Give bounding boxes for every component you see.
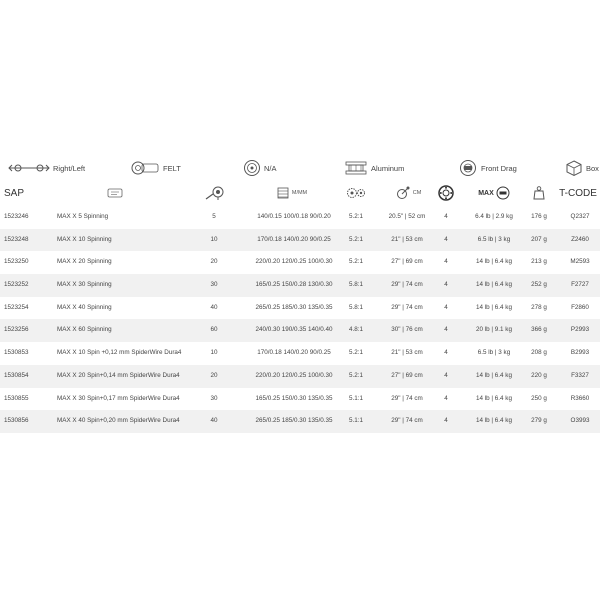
cell-size: 60 bbox=[210, 326, 218, 334]
gears-icon bbox=[346, 186, 366, 200]
cell-max-drag: 14 lb | 6.4 kg bbox=[476, 394, 512, 402]
cell-retrieve: 21" | 53 cm bbox=[391, 235, 423, 243]
cell-weight: 176 g bbox=[531, 213, 547, 220]
cell-gear-ratio: 5.2:1 bbox=[348, 213, 363, 220]
cell-gear-ratio: 5.2:1 bbox=[348, 258, 363, 266]
cell-line-capacity: 240/0.30 190/0.35 140/0.40 bbox=[255, 326, 333, 334]
cell-size: 40 bbox=[210, 417, 218, 425]
cell-bearings: 4 bbox=[444, 235, 448, 243]
legend-box-label: Box bbox=[586, 163, 599, 173]
cell-weight: 279 g bbox=[531, 417, 547, 425]
table-row bbox=[0, 206, 600, 229]
cell-weight: 220 g bbox=[531, 371, 547, 379]
cell-weight: 278 g bbox=[531, 303, 547, 311]
legend-na bbox=[243, 156, 277, 180]
cell-size: 10 bbox=[210, 235, 218, 243]
cell-max-drag: 6.5 lb | 3 kg bbox=[477, 235, 511, 243]
legend-box bbox=[565, 156, 599, 180]
cell-size: 30 bbox=[210, 281, 218, 289]
line-clip-icon bbox=[243, 159, 261, 177]
table-row bbox=[0, 251, 600, 274]
cell-max-drag: 14 lb | 6.4 kg bbox=[476, 258, 512, 266]
header-line-unit: M/MM bbox=[291, 190, 308, 196]
cell-size: 5 bbox=[212, 213, 216, 220]
table-row bbox=[0, 229, 600, 252]
reel-icon bbox=[204, 185, 226, 201]
cell-tcode: F3327 bbox=[571, 371, 589, 379]
drag-dial-icon bbox=[496, 186, 510, 200]
legend-felt-label: FELT bbox=[163, 163, 181, 173]
cell-sap: 1530855 bbox=[4, 394, 29, 402]
cell-line-capacity: 170/0.18 140/0.20 90/0.25 bbox=[257, 235, 331, 243]
table-row bbox=[0, 297, 600, 320]
cell-tcode: Z2460 bbox=[571, 235, 589, 243]
table-row bbox=[0, 365, 600, 388]
header-tcode: T-CODE bbox=[559, 187, 597, 199]
drag-knob-icon bbox=[458, 159, 478, 177]
cell-model: MAX X 30 Spin+0,17 mm SpiderWire Dura4 bbox=[57, 394, 180, 402]
cell-weight: 207 g bbox=[531, 235, 547, 243]
cell-line-capacity: 170/0.18 140/0.20 90/0.25 bbox=[257, 349, 331, 357]
cell-max-drag: 14 lb | 6.4 kg bbox=[476, 281, 512, 289]
cell-line-capacity: 265/0.25 185/0.30 135/0.35 bbox=[255, 303, 333, 311]
box-icon bbox=[565, 159, 583, 177]
header-max-drag bbox=[465, 182, 523, 204]
cell-line-capacity: 165/0.25 150/0.28 130/0.30 bbox=[255, 281, 333, 289]
cell-retrieve: 29" | 74 cm bbox=[391, 417, 423, 425]
cell-retrieve: 29" | 74 cm bbox=[391, 394, 423, 402]
cell-tcode: B2993 bbox=[570, 349, 590, 357]
table-row bbox=[0, 388, 600, 411]
cell-line-capacity: 265/0.25 185/0.30 135/0.35 bbox=[255, 417, 333, 425]
cell-line-capacity: 220/0.20 120/0.25 100/0.30 bbox=[255, 258, 333, 266]
legend-front-drag bbox=[458, 156, 517, 180]
cell-max-drag: 6.4 lb | 2.9 kg bbox=[475, 213, 513, 220]
cell-line-capacity: 140/0.15 100/0.18 90/0.20 bbox=[257, 213, 331, 220]
cell-retrieve: 21" | 53 cm bbox=[391, 349, 423, 357]
feature-legend bbox=[0, 156, 600, 180]
cell-sap: 1523252 bbox=[4, 281, 29, 289]
cell-weight: 252 g bbox=[531, 281, 547, 289]
cell-sap: 1523254 bbox=[4, 303, 29, 311]
table-row bbox=[0, 342, 600, 365]
cell-model: MAX X 30 Spinning bbox=[57, 281, 112, 289]
cell-bearings: 4 bbox=[444, 303, 448, 311]
table-row bbox=[0, 319, 600, 342]
cell-tcode: M2593 bbox=[570, 258, 590, 266]
cell-max-drag: 14 lb | 6.4 kg bbox=[476, 303, 512, 311]
cell-gear-ratio: 5.1:1 bbox=[348, 394, 363, 402]
legend-hand-label: Right/Left bbox=[53, 163, 86, 173]
cell-bearings: 4 bbox=[444, 213, 448, 220]
cell-weight: 213 g bbox=[531, 258, 547, 266]
spool-icon bbox=[344, 160, 368, 176]
cell-retrieve: 29" | 74 cm bbox=[391, 281, 423, 289]
cell-line-capacity: 220/0.20 120/0.25 100/0.30 bbox=[255, 371, 333, 379]
legend-aluminum-label: Aluminum bbox=[371, 163, 405, 173]
cell-weight: 250 g bbox=[531, 394, 547, 402]
cell-retrieve: 29" | 74 cm bbox=[391, 303, 423, 311]
legend-na-label: N/A bbox=[264, 163, 277, 173]
cell-sap: 1523246 bbox=[4, 213, 29, 220]
cell-retrieve: 27" | 69 cm bbox=[391, 371, 423, 379]
cell-size: 20 bbox=[210, 371, 218, 379]
header-bearings bbox=[434, 182, 458, 204]
cell-sap: 1530854 bbox=[4, 371, 29, 379]
cell-gear-ratio: 5.1:1 bbox=[348, 417, 363, 425]
cell-sap: 1523256 bbox=[4, 326, 29, 334]
legend-aluminum bbox=[344, 156, 404, 180]
handle-icon bbox=[8, 162, 50, 174]
cell-bearings: 4 bbox=[444, 417, 448, 425]
legend-felt bbox=[130, 156, 181, 180]
cell-tcode: F2860 bbox=[571, 303, 589, 311]
cell-max-drag: 6.5 lb | 3 kg bbox=[477, 349, 511, 357]
cell-gear-ratio: 4.8:1 bbox=[348, 326, 363, 334]
cell-model: MAX X 40 Spin+0,20 mm SpiderWire Dura4 bbox=[57, 417, 180, 425]
legend-front-drag-label: Front Drag bbox=[481, 163, 517, 173]
cell-bearings: 4 bbox=[444, 349, 448, 357]
model-tag-icon bbox=[107, 188, 123, 198]
cell-model: MAX X 60 Spinning bbox=[57, 326, 112, 334]
header-size bbox=[198, 182, 232, 204]
cell-gear-ratio: 5.8:1 bbox=[348, 281, 363, 289]
cell-model: MAX X 20 Spinning bbox=[57, 258, 112, 266]
cell-size: 10 bbox=[210, 349, 218, 357]
header-gear-ratio bbox=[338, 182, 374, 204]
cell-retrieve: 27" | 69 cm bbox=[391, 258, 423, 266]
header-sap: SAP bbox=[4, 187, 25, 199]
legend-hand bbox=[8, 156, 85, 180]
cell-sap: 1530856 bbox=[4, 417, 29, 425]
cell-max-drag: 14 lb | 6.4 kg bbox=[476, 371, 512, 379]
cell-weight: 208 g bbox=[531, 349, 547, 357]
cell-tcode: R3660 bbox=[570, 394, 590, 402]
cell-bearings: 4 bbox=[444, 394, 448, 402]
header-max-label: MAX bbox=[478, 189, 494, 197]
cell-tcode: O3993 bbox=[570, 417, 590, 425]
cell-line-capacity: 165/0.25 150/0.30 135/0.35 bbox=[255, 394, 333, 402]
cell-bearings: 4 bbox=[444, 281, 448, 289]
cell-model: MAX X 20 Spin+0,14 mm SpiderWire Dura4 bbox=[57, 371, 180, 379]
cell-retrieve: 30" | 76 cm bbox=[391, 326, 423, 334]
cell-gear-ratio: 5.2:1 bbox=[348, 235, 363, 243]
header-model bbox=[100, 182, 130, 204]
cell-gear-ratio: 5.2:1 bbox=[348, 349, 363, 357]
cell-sap: 1523248 bbox=[4, 235, 29, 243]
cell-size: 20 bbox=[210, 258, 218, 266]
cell-max-drag: 20 lb | 9.1 kg bbox=[476, 326, 512, 334]
header-retrieve bbox=[380, 182, 434, 204]
cell-sap: 1530853 bbox=[4, 349, 29, 357]
cell-sap: 1523250 bbox=[4, 258, 29, 266]
product-table bbox=[0, 206, 600, 433]
cell-model: MAX X 10 Spinning bbox=[57, 235, 112, 243]
cell-tcode: F2727 bbox=[571, 281, 589, 289]
cell-weight: 366 g bbox=[531, 326, 547, 334]
cell-size: 30 bbox=[210, 394, 218, 402]
cell-max-drag: 14 lb | 6.4 kg bbox=[476, 417, 512, 425]
header-weight bbox=[524, 182, 554, 204]
cell-model: MAX X 10 Spin +0,12 mm SpiderWire Dura4 bbox=[57, 349, 182, 357]
line-spool-icon bbox=[277, 187, 289, 199]
cell-bearings: 4 bbox=[444, 258, 448, 266]
weight-icon bbox=[533, 186, 545, 200]
header-retrieve-unit: CM bbox=[412, 190, 422, 196]
cell-retrieve: 20.5" | 52 cm bbox=[388, 213, 426, 220]
table-row bbox=[0, 410, 600, 433]
cell-bearings: 4 bbox=[444, 326, 448, 334]
felt-washer-icon bbox=[130, 160, 160, 176]
bearing-icon bbox=[438, 185, 454, 201]
cell-gear-ratio: 5.8:1 bbox=[348, 303, 363, 311]
cell-gear-ratio: 5.2:1 bbox=[348, 371, 363, 379]
retrieve-handle-icon bbox=[393, 186, 411, 200]
cell-tcode: Q2327 bbox=[570, 213, 590, 220]
cell-size: 40 bbox=[210, 303, 218, 311]
table-row bbox=[0, 274, 600, 297]
cell-model: MAX X 5 Spinning bbox=[57, 213, 109, 220]
cell-model: MAX X 40 Spinning bbox=[57, 303, 112, 311]
cell-bearings: 4 bbox=[444, 371, 448, 379]
table-header bbox=[0, 182, 600, 204]
cell-tcode: P2993 bbox=[570, 326, 590, 334]
header-line-capacity bbox=[262, 182, 322, 204]
